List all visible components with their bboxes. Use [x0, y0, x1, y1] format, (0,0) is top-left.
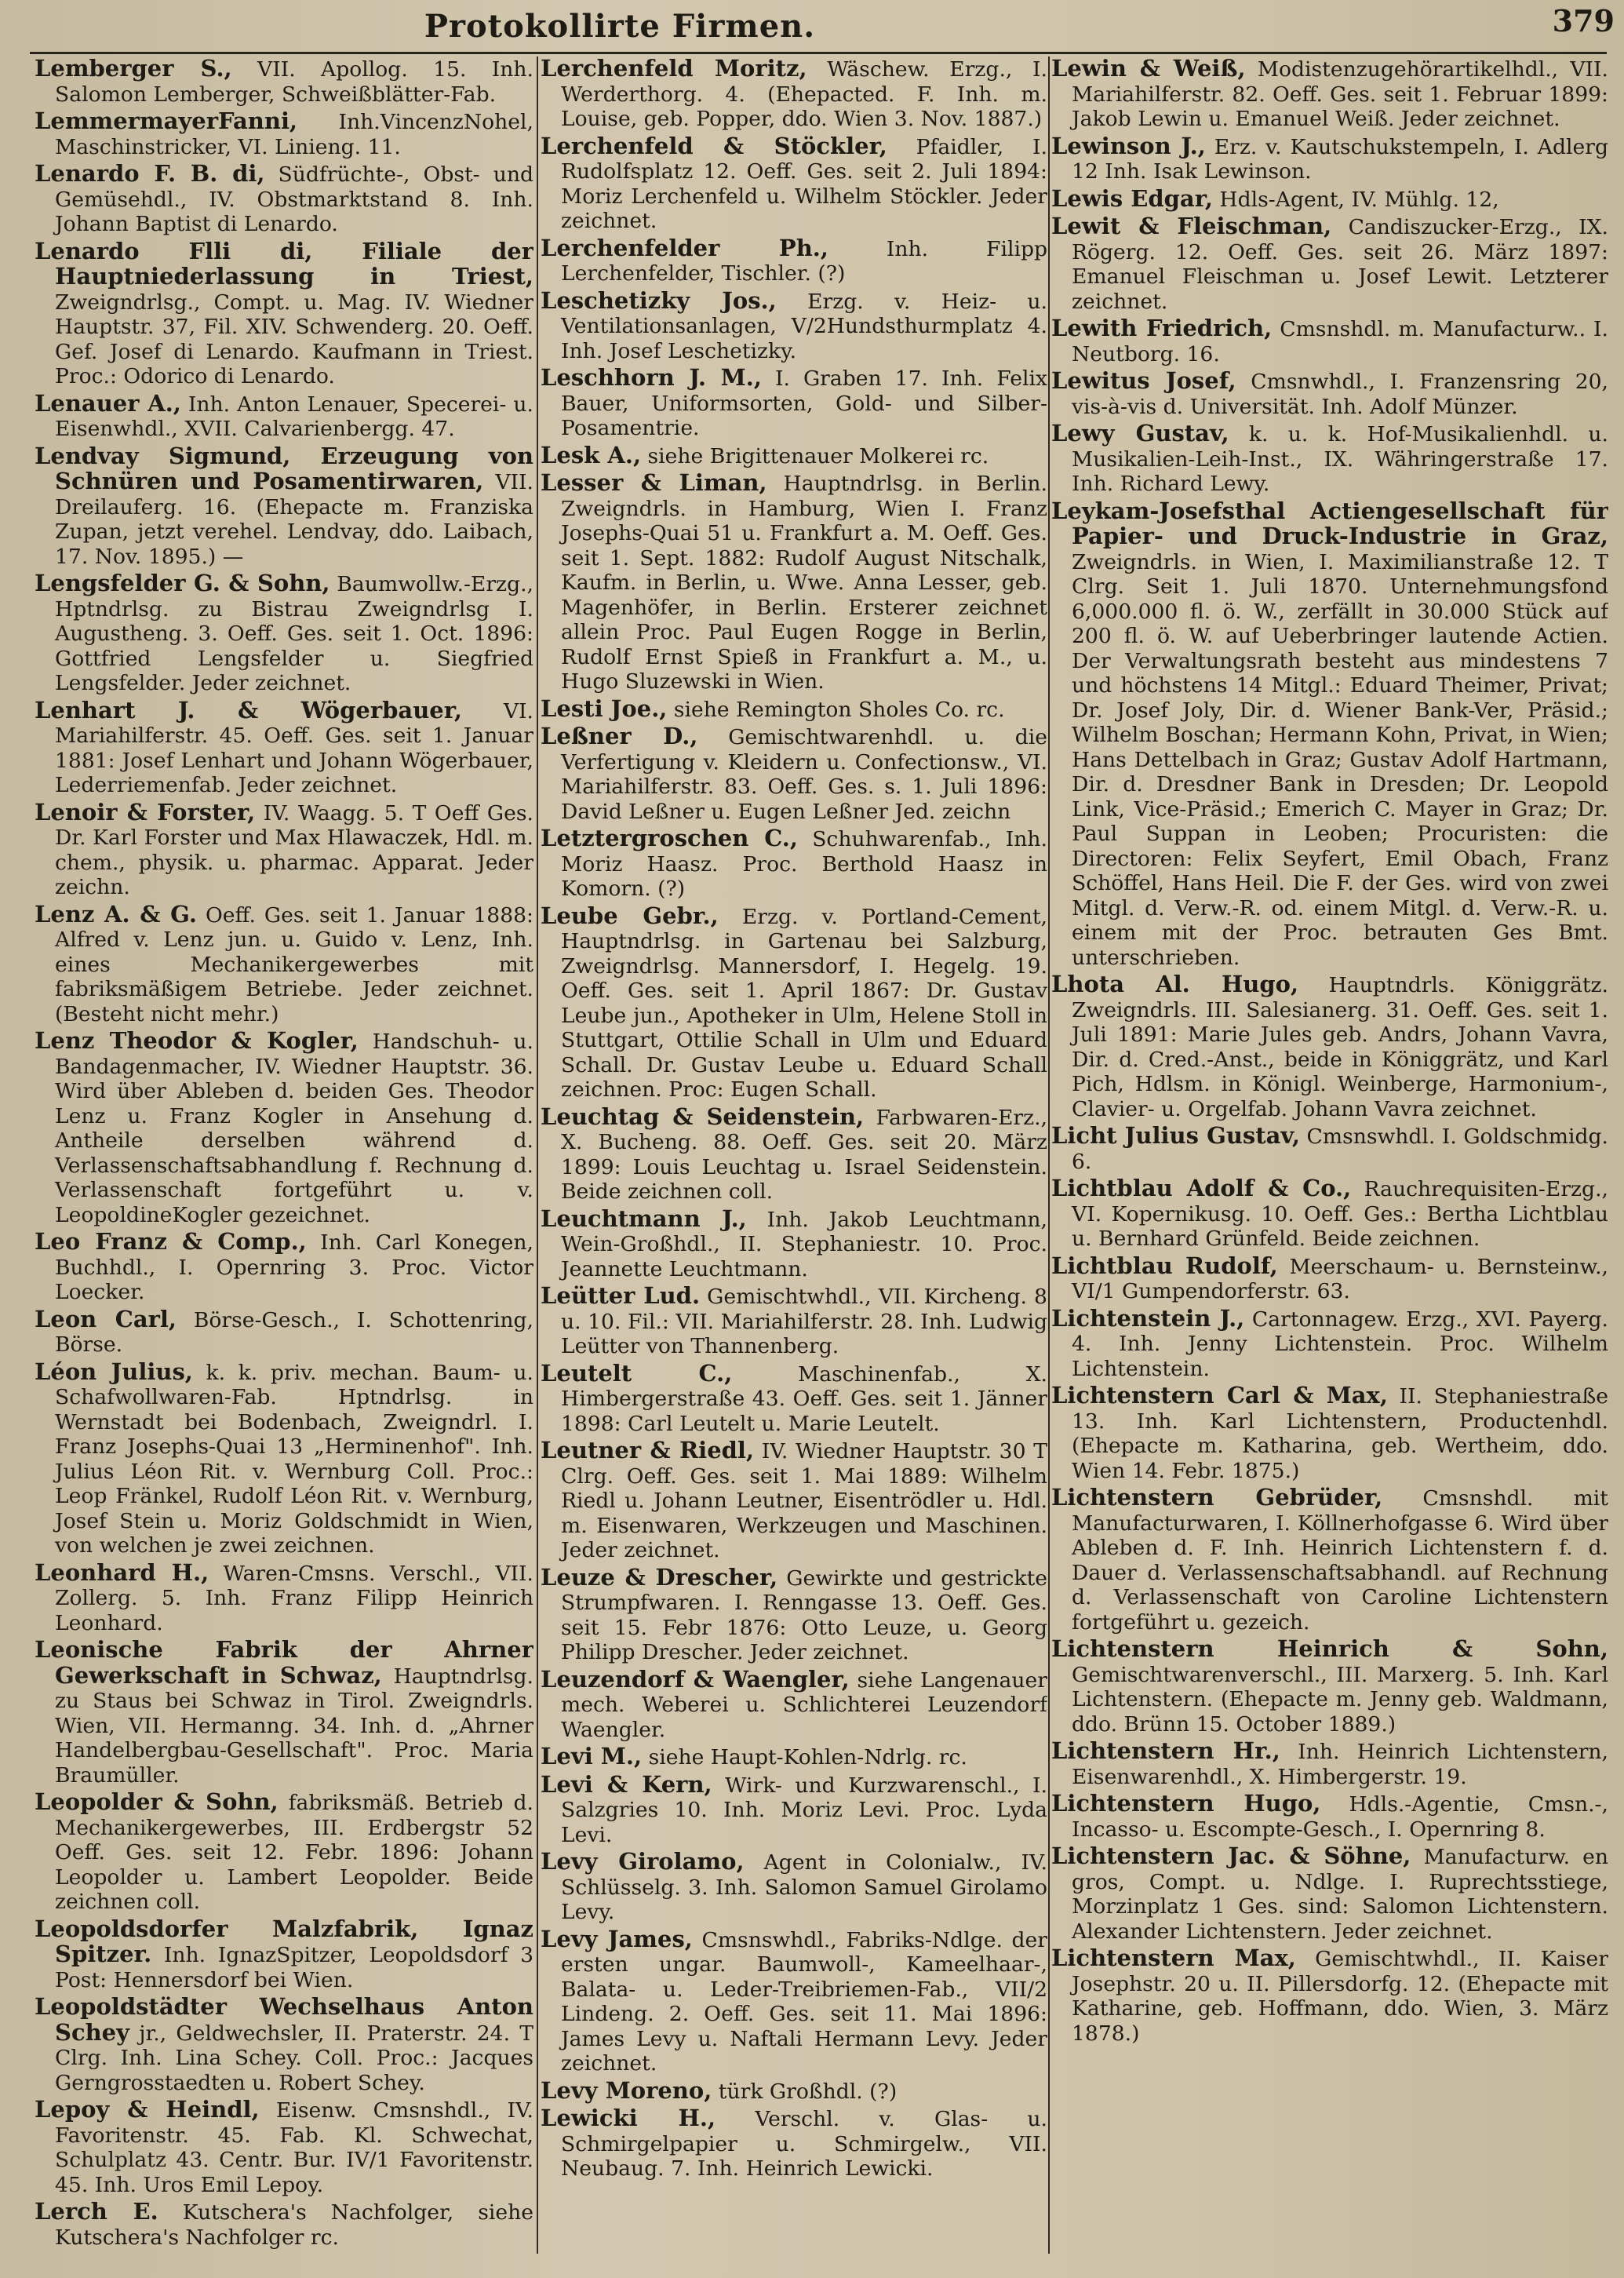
firm-name: Lerchenfeld Moritz, [541, 56, 807, 82]
firm-details: Inh. Carl Konegen, Buchhdl., I. Opernring 3. Proc. Victor Loecker. [55, 1230, 533, 1304]
directory-entry [35, 162, 533, 237]
directory-entry [35, 1307, 533, 1358]
firm-name: Lewit & Fleischman, [1051, 213, 1332, 239]
directory-entry [541, 1207, 1047, 1282]
directory-entry [541, 1105, 1047, 1205]
firm-details: Inh. Anton Lenauer, Specerei- u. Eisenwhdl., XVII. Calvarienbergg. 47. [55, 392, 533, 441]
firm-details: siehe Remington Sholes Co. rc. [667, 697, 1005, 722]
firm-name: Lhota Al. Hugo, [1051, 971, 1299, 997]
firm-name: Lichtenstern Carl & Max, [1051, 1382, 1388, 1409]
directory-entry [541, 1744, 1047, 1770]
firm-details: Hauptndrlsg. in Berlin. Zweigndrls. in Hamburg, Wien I. Franz Josephs-Quai 51 u. Frankfurt a. M. Oeff. Ges. seit 1. Sept. 1882: Rudolf August Nitschalk, Kaufm. in Berlin, u. Wwe. Anna Lesser, geb. Magenhöfer, in Berlin. Ersterer zeichnet allein Proc. Paul Eugen Rogge in Berlin, Rudolf Ernst Spieß in Frankfurt a. M., u. Hugo Sluzewski in Wien. [561, 472, 1047, 694]
firm-details: Inh.VincenzNohel, Maschinstricker, VI. Linieng. 11. [55, 110, 533, 159]
firm-name: Lichtenstern Jac. & Söhne, [1051, 1842, 1411, 1869]
firm-details: Börse-Gesch., I. Schottenring, Börse. [55, 1307, 533, 1357]
directory-entry [1051, 421, 1608, 497]
directory-entry [541, 1361, 1047, 1437]
directory-entry [35, 1029, 533, 1227]
firm-details: Wirk- und Kurzwarenschl., I. Salzgries 10. Inh. Moriz Levi. Proc. Lyda Levi. [561, 1773, 1047, 1847]
directory-entry [1051, 1176, 1608, 1252]
firm-name: Lichtenstern Heinrich & Sohn, [1051, 1635, 1608, 1662]
firm-details: Meerschaum- u. Bernsteinw., VI/1 Gumpendorferstr. 63. [1072, 1254, 1608, 1303]
page-title: Protokollirte Firmen. [424, 8, 816, 45]
directory-entry [541, 1770, 1047, 1848]
firm-name: Lewitus Josef, [1051, 367, 1236, 394]
firm-name: Leon Carl, [35, 1305, 177, 1332]
firm-details: Eisenw. Cmsnshdl., IV. Favoritenstr. 45. Fab. Kl. Schwechat, Schulplatz 43. Centr. Bur. IV/1 Favoritenstr. 45. Inh. Uros Emil Lepoy. [55, 2098, 533, 2197]
firm-name: Lichtenstern Hugo, [1051, 1790, 1321, 1817]
firm-name: Lichtenstern Gebrüder, [1051, 1484, 1383, 1511]
firm-details: Cartonnagew. Erzg., XVI. Payerg. 4. Inh. Jenny Lichtenstein. Proc. Wilhelm Lichtenstein. [1072, 1307, 1608, 1381]
directory-entry [35, 239, 533, 389]
firm-name: Lichtenstern Max, [1051, 1945, 1296, 1971]
firm-name: Leutelt C., [541, 1359, 733, 1387]
firm-details: Cmsnswhdl. I. Goldschmidg. 6. [1072, 1124, 1608, 1174]
firm-details: siehe Brigittenauer Molkerei rc. [641, 443, 989, 468]
firm-details: II. Stephaniestraße 13. Inh. Karl Lichtenstern, Productenhdl. (Ehepacte m. Katharina, geb. Wertheim, ddo. Wien 14. Febr. 1875.) [1072, 1384, 1608, 1483]
firm-name: Lenz Theodor & Kogler, [35, 1027, 359, 1054]
firm-details: Schuhwarenfab., Inh. Moriz Haasz. Proc. Berthold Haasz in Komorn. (?) [561, 827, 1047, 901]
firm-name: Leßner D., [541, 723, 698, 749]
directory-entry [541, 1438, 1047, 1563]
firm-details: Zweigndrlsg., Compt. u. Mag. IV. Wiedner Hauptstr. 37, Fil. XIV. Schwenderg. 20. Oeff. Gef. Josef di Lenardo. Kaufmann in Triest. Proc.: Odorico di Lenardo. [55, 290, 533, 388]
firm-name: Lewith Friedrich, [1051, 315, 1273, 341]
firm-name: Lenhart J. & Wögerbauer, [35, 696, 463, 723]
directory-entry [1051, 1254, 1608, 1304]
directory-entry [541, 694, 1047, 723]
firm-details: Gemischtwhdl., VII. Kircheng. 8 u. 10. Fil.: VII. Mariahilferstr. 28. Inh. Ludwig Leütter von Thannenberg. [561, 1285, 1047, 1358]
directory-entry [541, 826, 1047, 902]
directory-entry [1051, 134, 1608, 184]
firm-name: Léon Julius, [35, 1358, 193, 1385]
firm-name: Lewicki H., [541, 2105, 716, 2131]
directory-entry [35, 1790, 533, 1915]
firm-name: Leykam-Josefsthal Actiengesellschaft für Papier- und Druck-Industrie in Graz, [1051, 497, 1608, 549]
directory-entry [541, 443, 1047, 469]
firm-details: Pfaidler, I. Rudolfsplatz 12. Oeff. Ges. seit 2. Juli 1894: Moriz Lerchenfeld u. Wilhelm Stöckler. Jeder zeichnet. [561, 134, 1047, 233]
directory-entry [541, 134, 1047, 234]
firm-name: Leuze & Drescher, [541, 1563, 778, 1591]
directory-entry [1051, 1739, 1608, 1789]
firm-name: Lesser & Liman, [541, 469, 767, 496]
column-separator [1048, 56, 1050, 2254]
directory-entry [541, 1284, 1047, 1359]
firm-details: Agent in Colonialw., IV. Schlüsselg. 3. Inh. Salomon Samuel Girolamo Levy. [561, 1850, 1047, 1924]
directory-entry [541, 2106, 1047, 2181]
firm-details: Manufacturw. en gros, Compt. u. Ndlge. I. Ruprechtsstiege, Morzinplatz 1 Ges. sind: Salomon Lichtenstern. Alexander Lichtenstern. Jeder zeichnet. [1072, 1845, 1608, 1944]
firm-details: Oeff. Ges. seit 1. Januar 1888: Alfred v. Lenz jun. u. Guido v. Lenz, Inh. eines Mechanikergewerbes mit fabriksmäßigem Betriebe. Jeder zeichnet. (Besteht nicht mehr.) [55, 902, 533, 1026]
firm-details: Cmsnshdl. mit Manufacturwaren, I. Köllnerhofgasse 6. Wird über Ableben d. F. Inh. Heinrich Lichtenstern f. d. Dauer d. Verlassenschaftsabhandl. auf Rechnung d. Verlassenschaft von Caroline Lichtenstern fortgeführt u. gezeich. [1072, 1486, 1608, 1635]
firm-name: Lerch E. [35, 2198, 158, 2225]
directory-entry [1051, 1383, 1608, 1483]
directory-entry [35, 56, 533, 107]
directory-entry [35, 1230, 533, 1305]
column-1 [35, 56, 533, 2265]
directory-entry [35, 109, 533, 159]
firm-name: Leütter Lud. [541, 1282, 701, 1309]
firm-details: VII. Dreilauferg. 16. (Ehepacte m. Franziska Zupan, jetzt verehel. Lendvay, ddo. Laibach, 17. Nov. 1895.) — [55, 470, 533, 569]
firm-name: Lenardo F. B. di, [35, 160, 265, 187]
directory-entry [1051, 56, 1608, 132]
firm-name: Levy Moreno, [541, 2076, 712, 2104]
firm-name: Lichtenstern Hr., [1051, 1737, 1280, 1764]
firm-name: Letztergroschen C., [541, 825, 798, 851]
firm-name: Lesti Joe., [541, 694, 668, 722]
firm-details: I. Graben 17. Inh. Felix Bauer, Uniformsorten, Gold- und Silber-Posamentrie. [561, 366, 1047, 440]
firm-name: Lichtblau Adolf & Co., [1051, 1175, 1352, 1201]
firm-name: Leo Franz & Comp., [35, 1228, 307, 1255]
firm-details: VI. Mariahilferstr. 45. Oeff. Ges. seit 1. Januar 1881: Josef Lenhart und Johann Wögerbauer, Lederriemenfab. Jeder zeichnet. [55, 698, 533, 797]
directory-entry [35, 2098, 533, 2197]
directory-entry [1051, 1304, 1608, 1382]
column-3 [1051, 56, 1608, 2265]
firm-details: siehe Haupt-Kohlen-Ndrlg. rc. [642, 1745, 967, 1770]
firm-details: Waren-Cmsns. Verschl., VII. Zollerg. 5. Inh. Franz Filipp Heinrich Leonhard. [55, 1561, 533, 1635]
directory-entry [1051, 184, 1608, 213]
page-header [0, 3, 1624, 49]
firm-name: Lewy Gustav, [1051, 420, 1229, 446]
firm-name: Lengsfelder G. & Sohn, [35, 570, 330, 596]
firm-details: k. k. priv. mechan. Baum- u. Schafwollwaren-Fab. Hptndrlsg. in Wernstadt bei Bodenbach, Zweigndrl. I. Franz Josephs-Quai 13 „Herminenhof". Inh. Julius Léon Rit. v. Wernburg Coll. Proc.: Leop Fränkel, Rudolf Léon Rit. v. Wernburg, Josef Stein u. Moriz Goldschmidt in Wien, von welchen je zwei zeichnen. [55, 1360, 533, 1558]
directory-entry [35, 1360, 533, 1558]
directory-entry [35, 1558, 533, 1636]
firm-name: Levi & Kern, [541, 1770, 712, 1798]
firm-details: Gemischtwarenhdl. u. die Verfertigung v. Kleidern u. Confectionsw., VI. Mariahilferstr. 83. Oeff. Ges. s. 1. Juli 1896: David Leßner u. Eugen Leßner Jed. zeichn [561, 725, 1047, 824]
firm-details: siehe Langenauer mech. Weberei u. Schlichterei Leuzendorf Waengler. [561, 1667, 1047, 1742]
firm-name: Licht Julius Gustav, [1051, 1122, 1301, 1149]
firm-name: Lewin & Weiß, [1051, 56, 1246, 82]
firm-details: Gemischtwarenverschl., III. Marxerg. 5. Inh. Karl Lichtenstern. (Ehepacte m. Jenny geb. Waldmann, ddo. Brünn 15. October 1889.) [1072, 1662, 1608, 1737]
directory-entry [35, 571, 533, 696]
firm-name: Leschhorn J. M., [541, 364, 762, 391]
firm-details: Inh. Heinrich Lichtenstern, Eisenwarenhdl., X. Himbergerstr. 19. [1072, 1740, 1608, 1789]
firm-name: Levy Girolamo, [541, 1848, 745, 1875]
directory-entry [1051, 1637, 1608, 1737]
directory-entry [541, 2076, 1047, 2105]
firm-name: Leschetizky Jos., [541, 286, 777, 314]
column-2 [541, 56, 1047, 2265]
firm-details: türk Großhdl. (?) [712, 2079, 898, 2104]
directory-entry [35, 902, 533, 1027]
firm-details: Baumwollw.-Erzg., Hptndrlsg. zu Bistrau Zweigndrlsg I. Augustheng. 3. Oeff. Ges. seit 1. Oct. 1896: Gottfried Lengsfelder u. Siegfried Lengsfelder. Jeder zeichnet. [55, 572, 533, 695]
firm-details: Modistenzugehörartikelhdl., VII. Mariahilferstr. 82. Oeff. Ges. seit 1. Februar 1899: Jakob Lewin u. Emanuel Weiß. Jeder zeichnet. [1072, 57, 1608, 131]
directory-entry [1051, 1124, 1608, 1174]
firm-name: Lendvay Sigmund, Erzeugung von Schnüren und Posamentirwaren, [35, 442, 533, 494]
directory-entry [541, 904, 1047, 1103]
firm-details: Maschinenfab., X. Himbergerstraße 43. Oeff. Ges. seit 1. Jänner 1898: Carl Leutelt u. Marie Leutelt. [561, 1361, 1047, 1436]
directory-entry [1051, 1844, 1608, 1944]
firm-name: Levy James, [541, 1925, 693, 1952]
directory-entry [1051, 1791, 1608, 1842]
directory-entry [35, 444, 533, 570]
firm-details: fabriksmäß. Betrieb d. Mechanikergewerbes, III. Erdbergstr 52 Oeff. Ges. seit 12. Febr. 1896: Johann Leopolder u. Lambert Leopolder. Beide zeichnen coll. [55, 1791, 533, 1914]
directory-entry [35, 1995, 533, 2095]
firm-name: Lichtblau Rudolf, [1051, 1252, 1278, 1279]
firm-details: Zweigndrls. in Wien, I. Maximilianstraße 12. T Clrg. Seit 1. Juli 1870. Unternehmungsfond 6,000.000 fl. ö. W., zerfällt in 30.000 Stück auf 200 fl. ö. W. auf Ueberbringer lautende Actien. Der Verwaltungsrath besteht aus mindestens 7 und höchstens 14 Mitgl.: Eduard Theimer, Privat; Dr. Josef Joly, Dir. d. Wiener Bank-Ver, Präsid.; Wilhelm Boschan; Hermann Kohn, Privat, in Wien; Hans Dettelbach in Graz; Gustav Adolf Hartmann, Dir. d. Dresdner Bank in Dresden; Dr. Leopold Link, Vice-Präsid.; Emerich C. Mayer in Graz; Dr. Paul Suppan in Leoben; Procuristen: die Directoren: Felix Seyfert, Emil Obach, Franz Schöffel, Hans Heil. Die F. der Ges. wird von zwei Mitgl. d. Verw.-R. od. einem Mitgl. d. Verw.-R. u. einem mit der Proc. betrauten Ges Bmt. unterschrieben. [1072, 549, 1608, 970]
directory-entry [541, 1850, 1047, 1925]
firm-name: Lewis Edgar, [1051, 184, 1213, 212]
firm-name: Lesk A., [541, 441, 642, 468]
firm-name: Lewinson J., [1051, 132, 1206, 159]
directory-entry [541, 366, 1047, 441]
firm-name: Leopoldsdorfer Malzfabrik, Ignaz Spitzer. [35, 1915, 533, 1967]
directory-entry [35, 1638, 533, 1788]
firm-details: Gewirkte und gestrickte Strumpfwaren. I. Renngasse 13. Oeff. Ges. seit 15. Febr 1876: Otto Leuze, u. Georg Philipp Drescher. Jeder zeichnet. [561, 1565, 1047, 1664]
directory-entry [541, 1565, 1047, 1665]
directory-entry [1051, 369, 1608, 419]
directory-entry [35, 698, 533, 798]
firm-name: Leopolder & Sohn, [35, 1788, 279, 1815]
header-rule [30, 52, 1607, 54]
firm-name: Lerchenfelder Ph., [541, 234, 828, 261]
column-separator [537, 56, 538, 2254]
directory-entry [1051, 972, 1608, 1121]
firm-details: jr., Geldwechsler, II. Praterstr. 24. T Clrg. Inh. Lina Schey. Coll. Proc.: Jacques Gerngrosstaedten u. Robert Schey. [55, 2021, 533, 2095]
page-number: 379 [1552, 3, 1615, 38]
directory-entry [541, 724, 1047, 824]
firm-name: Leuzendorf & Waengler, [541, 1665, 850, 1693]
directory-entry [541, 1927, 1047, 2076]
firm-details: Erz. v. Kautschukstempeln, I. Adlerg 12 Inh. Isak Lewinson. [1072, 134, 1608, 184]
directory-entry [1051, 1946, 1608, 2046]
firm-details: Erzg. v. Portland-Cement, Hauptndrlsg. in Gartenau bei Salzburg, Zweigndrlsg. Mannersdorf, I. Hegelg. 19. Oeff. Ges. seit 1. April 1867: Dr. Gustav Leube jun., Apotheker in Ulm, Helene Stoll in Stuttgart, Ottilie Schall in Ulm und Eduard Schall. Dr. Gustav Leube u. Eduard Schall zeichnen. Proc: Eugen Schall. [561, 904, 1047, 1102]
firm-name: Lepoy & Heindl, [35, 2096, 260, 2123]
firm-name: Lerchenfeld & Stöckler, [541, 132, 887, 159]
firm-details: Hdls-Agent, IV. Mühlg. 12, [1212, 187, 1499, 212]
firm-name: Lemberger S., [35, 56, 232, 82]
firm-details: Handschuh- u. Bandagenmacher, IV. Wiedner Hauptstr. 36. Wird über Ableben d. beiden Ges. Theodor Lenz u. Franz Kogler in Ansehung d. Antheile derselben während d. Verlassenschaftsabhandlung f. Rechnung d. Verlassenschaft fortgeführt u. v. LeopoldineKogler gezeichnet. [55, 1030, 533, 1227]
firm-details: Inh. IgnazSpitzer, Leopoldsdorf 3 Post: Hennersdorf bei Wien. [55, 1943, 533, 1992]
firm-name: Leuchtag & Seidenstein, [541, 1103, 865, 1130]
firm-details: Gemischtwhdl., II. Kaiser Josephstr. 20 u. II. Pillersdorfg. 12. (Ehepacte mit Katharine, geb. Hoffmann, ddo. Wien, 3. März 1878.) [1072, 1947, 1608, 2046]
firm-name: Leonhard H., [35, 1558, 209, 1586]
firm-name: Leuchtmann J., [541, 1205, 747, 1232]
directory-entry [35, 389, 533, 442]
firm-details: VII. Apollog. 15. Inh. Salomon Lemberger, Schweißblätter-Fab. [55, 57, 533, 107]
directory-entry [541, 471, 1047, 694]
firm-name: Lichtenstein J., [1051, 1304, 1245, 1332]
directory-entry [1051, 214, 1608, 314]
directory-entry [1051, 316, 1608, 366]
directory-entry [35, 800, 533, 900]
firm-details: Erzg. v. Heiz- u. Ventilationsanlagen, V/2Hundsthurmplatz 4. Inh. Josef Leschetizky. [561, 289, 1047, 363]
directory-entry [35, 2200, 533, 2250]
firm-details: Farbwaren-Erz., X. Bucheng. 88. Oeff. Ges. seit 20. März 1899: Louis Leuchtag u. Israel Seidenstein. Beide zeichnen coll. [561, 1105, 1047, 1204]
firm-details: Rauchrequisiten-Erzg., VI. Kopernikusg. 10. Oeff. Ges.: Bertha Lichtblau u. Bernhard Grünfeld. Beide zeichnen. [1072, 1177, 1608, 1251]
firm-details: IV. Waagg. 5. T Oeff Ges. Dr. Karl Forster und Max Hlawaczek, Hdl. m. chem., physik. u. pharmac. Apparat. Jeder zeichn. [55, 800, 533, 899]
firm-details: Cmsnshdl. m. Manufacturw.. I. Neutborg. 16. [1072, 317, 1608, 366]
firm-details: Südfrüchte-, Obst- und Gemüsehdl., IV. Obstmarktstand 8. Inh. Johann Baptist di Lenardo. [55, 162, 533, 236]
directory-entry [1051, 1485, 1608, 1635]
directory-entry [1051, 499, 1608, 971]
firm-details: Candiszucker-Erzg., IX. Rögerg. 12. Oeff. Ges. seit 26. März 1897: Emanuel Fleischman u. Josef Lewit. Letzterer zeichnet. [1072, 215, 1608, 314]
directory-entry [541, 286, 1047, 364]
firm-details: Hauptndrlsg. zu Staus bei Schwaz in Tirol. Zweigndrls. Wien, VII. Hermanng. 34. Inh. d. „Ahrner Handelbergbau-Gesellschaft". Proc. Maria Braumüller. [55, 1664, 533, 1788]
firm-name: Leonische Fabrik der Ahrner Gewerkschaft in Schwaz, [35, 1636, 533, 1689]
firm-details: Inh. Jakob Leuchtmann, Wein-Großhdl., II. Stephaniestr. 10. Proc. Jeannette Leuchtmann. [561, 1207, 1047, 1281]
firm-details: Cmsnswhdl., Fabriks-Ndlge. der ersten ungar. Baumwoll-, Kameelhaar-, Balata- u. Leder-Treibriemen-Fab., VII/2 Lindeng. 2. Oeff. Ges. seit 11. Mai 1896: James Levy u. Naftali Hermann Levy. Jeder zeichnet. [561, 1927, 1047, 2076]
firm-name: Lenz A. & G. [35, 900, 197, 928]
firm-name: Lenoir & Forster, [35, 798, 256, 826]
directory-entry [35, 1917, 533, 1993]
directory-entry [541, 56, 1047, 132]
firm-details: Verschl. v. Glas- u. Schmirgelpapier u. Schmirgelw., VII. Neubaug. 7. Inh. Heinrich Lewicki. [561, 2107, 1047, 2181]
firm-details: Inh. Filipp Lerchenfelder, Tischler. (?) [561, 236, 1047, 286]
firm-name: Leube Gebr., [541, 902, 719, 929]
firm-name: Lenardo Flli di, Filiale der Hauptniederlassung in Triest, [35, 237, 533, 290]
firm-details: Hauptndrls. Königgrätz. Zweigndrls. III. Salesianerg. 31. Oeff. Ges. seit 1. Juli 1891: Marie Jules geb. Andrs, Johann Vavra, Dir. d. Cred.-Anst., beide in Königgrätz, und Karl Pich, Hdlsm. in Königl. Weinberge, Harmonium-, Clavier- u. Orgelfab. Johann Vavra zeichnet. [1072, 973, 1608, 1121]
firm-name: Leopoldstädter Wechselhaus Anton Schey [35, 1993, 533, 2046]
firm-name: Lenauer A., [35, 389, 181, 417]
firm-details: Hdls.-Agentie, Cmsn.-, Incasso- u. Escompte-Gesch., I. Opernring 8. [1072, 1792, 1608, 1842]
firm-details: Wäschew. Erzg., I. Werderthorg. 4. (Ehepacted. F. Inh. m. Louise, geb. Popper, ddo. Wien 3. Nov. 1887.) [561, 57, 1047, 131]
firm-name: Levi M., [541, 1743, 643, 1770]
firm-name: Leutner & Riedl, [541, 1437, 755, 1463]
firm-details: k. u. k. Hof-Musikalienhdl. u. Musikalien-Leih-Inst., IX. Währingerstraße 17. Inh. Richard Lewy. [1072, 422, 1608, 496]
firm-details: Cmsnwhdl., I. Franzensring 20, vis-à-vis d. Universität. Inh. Adolf Münzer. [1072, 370, 1608, 419]
firm-details: IV. Wiedner Hauptstr. 30 T Clrg. Oeff. Ges. seit 1. Mai 1889: Wilhelm Riedl u. Johann Leutner, Eisentrödler u. Hdl. m. Eisenwaren, Werkzeugen und Maschinen. Jeder zeichnet. [561, 1439, 1047, 1562]
firm-details: Kutschera's Nachfolger, siehe Kutschera's Nachfolger rc. [55, 2200, 533, 2250]
directory-entry [541, 236, 1047, 286]
directory-entry [541, 1667, 1047, 1743]
firm-name: LemmermayerFanni, [35, 108, 298, 134]
